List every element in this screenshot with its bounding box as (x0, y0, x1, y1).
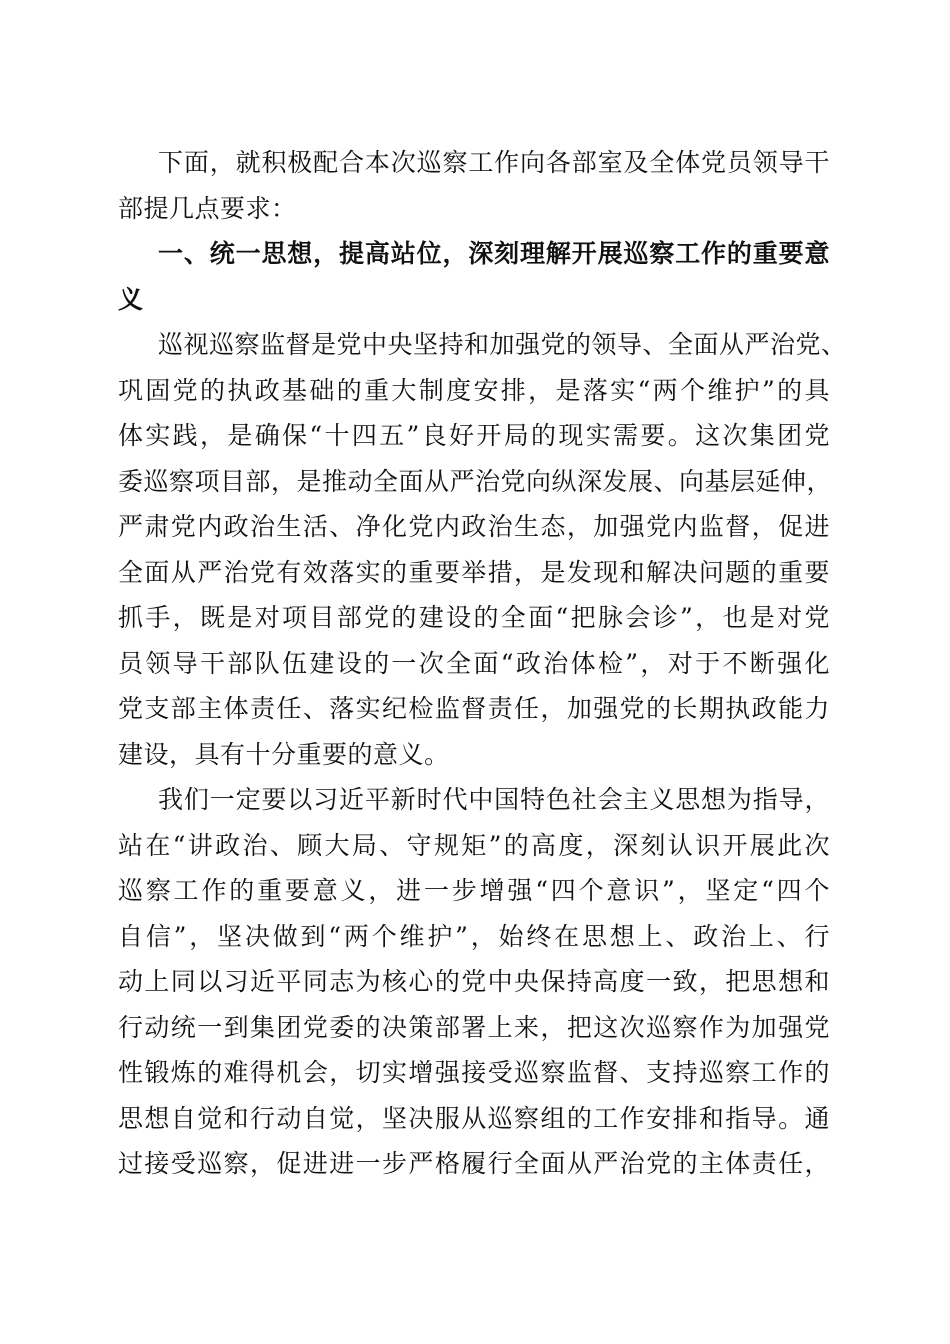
text-line: 党支部主体责任、落实纪检监督责任，加强党的长期执政能力 (118, 694, 830, 723)
body-paragraph-2 (118, 777, 830, 1187)
text-line: 巡视巡察监督是党中央坚持和加强党的领导、全面从严治党、 (158, 330, 847, 359)
text-line: 抓手，既是对项目部党的建设的全面“把脉会诊”，也是对党 (118, 603, 830, 632)
text-line: 思想自觉和行动自觉，坚决服从巡察组的工作安排和指导。通 (118, 1103, 830, 1133)
text-line: 委巡察项目部，是推动全面从严治党向纵深发展、向基层延伸， (118, 466, 833, 496)
heading-line: 义 (118, 284, 144, 314)
text-line: 巩固党的执政基础的重大制度安排，是落实“两个维护”的具 (118, 375, 830, 405)
text-line: 过接受巡察，促进进一步严格履行全面从严治党的主体责任， (118, 1149, 830, 1178)
document-body (118, 140, 847, 1187)
heading-line: 一、统一思想，提高站位，深刻理解开展巡察工作的重要意 (158, 239, 830, 268)
text-line: 行动统一到集团党委的决策部署上来，把这次巡察作为加强党 (118, 1012, 830, 1042)
text-line: 我们一定要以习近平新时代中国特色社会主义思想为指导， (158, 785, 830, 814)
text-line: 严肃党内政治生活、净化党内政治生态，加强党内监督，促进 (118, 512, 830, 541)
text-line: 站在“讲政治、顾大局、守规矩”的高度，深刻认识开展此次 (118, 830, 830, 860)
text-line: 员领导干部队伍建设的一次全面“政治体检”，对于不断强化 (118, 648, 830, 678)
text-line: 体实践，是确保“十四五”良好开局的现实需要。这次集团党 (118, 421, 830, 450)
text-line: 建设，具有十分重要的意义。 (118, 739, 450, 769)
body-paragraph-1 (118, 322, 847, 777)
text-line: 部提几点要求： (118, 193, 297, 223)
section-heading (118, 231, 830, 322)
intro-paragraph (118, 140, 830, 231)
text-line: 性锻炼的难得机会，切实增强接受巡察监督、支持巡察工作的 (118, 1058, 830, 1087)
text-line: 全面从严治党有效落实的重要举措，是发现和解决问题的重要 (118, 557, 830, 587)
text-line: 动上同以习近平同志为核心的党中央保持高度一致，把思想和 (118, 967, 830, 996)
text-line: 巡察工作的重要意义，进一步增强“四个意识”，坚定“四个 (118, 876, 830, 905)
text-line: 自信”，坚决做到“两个维护”，始终在思想上、政治上、行 (118, 921, 830, 951)
text-line: 下面，就积极配合本次巡察工作向各部室及全体党员领导干 (158, 148, 830, 177)
